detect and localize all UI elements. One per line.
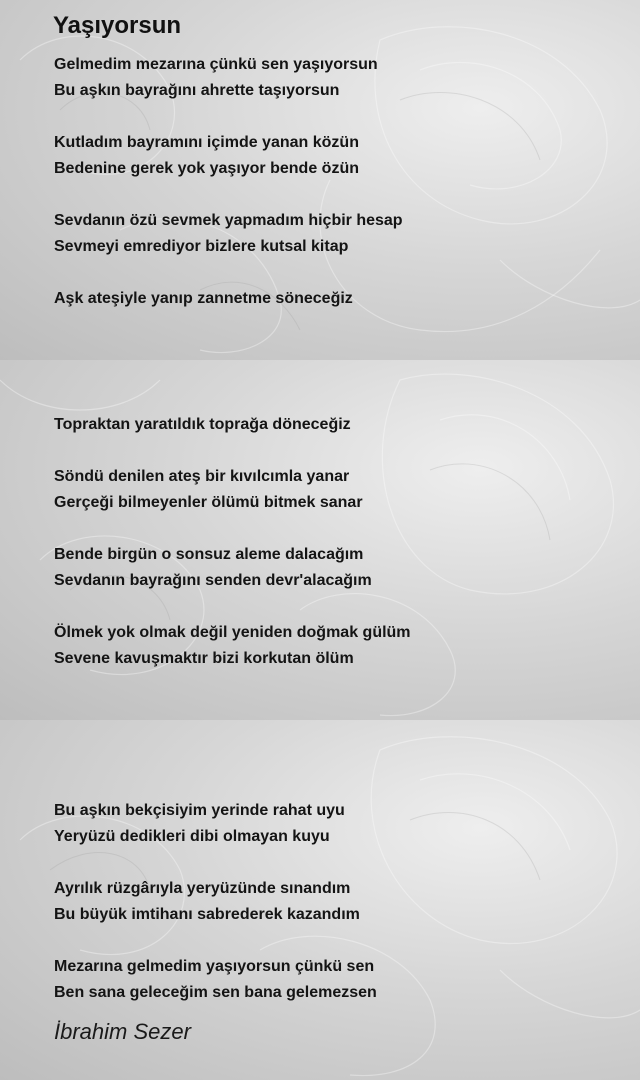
poem-line: Kutladım bayramını içimde yanan közün — [54, 134, 359, 151]
poem-line: Söndü denilen ateş bir kıvılcımla yanar — [54, 468, 350, 485]
poem-line: Bu büyük imtihanı sabrederek kazandım — [54, 906, 360, 923]
poem-line: Bu aşkın bayrağını ahrette taşıyorsun — [54, 82, 340, 99]
poem-line: Ölmek yok olmak değil yeniden doğmak gülüm — [54, 624, 411, 641]
poem-line: Gerçeği bilmeyenler ölümü bitmek sanar — [54, 494, 363, 511]
poem-line: Sevene kavuşmaktır bizi korkutan ölüm — [54, 650, 354, 667]
poem-line: Aşk ateşiyle yanıp zannetme söneceğiz — [54, 290, 353, 307]
poem-line: Ben sana geleceğim sen bana gelemezsen — [54, 984, 377, 1001]
poem-line: Sevdanın bayrağını senden devr'alacağım — [54, 572, 372, 589]
poem-line: Sevdanın özü sevmek yapmadım hiçbir hesap — [54, 212, 403, 229]
poem-title: Yaşıyorsun — [53, 12, 182, 39]
poem-author: İbrahim Sezer — [54, 1019, 191, 1044]
poem-line: Bedenine gerek yok yaşıyor bende özün — [54, 160, 359, 177]
poem-line: Gelmedim mezarına çünkü sen yaşıyorsun — [54, 56, 378, 73]
poem-line: Bende birgün o sonsuz aleme dalacağım — [54, 546, 364, 563]
poem-line: Sevmeyi emrediyor bizlere kutsal kitap — [54, 238, 349, 255]
poem-line: Mezarına gelmedim yaşıyorsun çünkü sen — [54, 958, 375, 975]
poem-line: Ayrılık rüzgârıyla yeryüzünde sınandım — [54, 880, 351, 897]
poem-line: Yeryüzü dedikleri dibi olmayan kuyu — [54, 828, 330, 845]
poem-line: Topraktan yaratıldık toprağa döneceğiz — [54, 416, 351, 433]
poem-line: Bu aşkın bekçisiyim yerinde rahat uyu — [54, 802, 345, 819]
